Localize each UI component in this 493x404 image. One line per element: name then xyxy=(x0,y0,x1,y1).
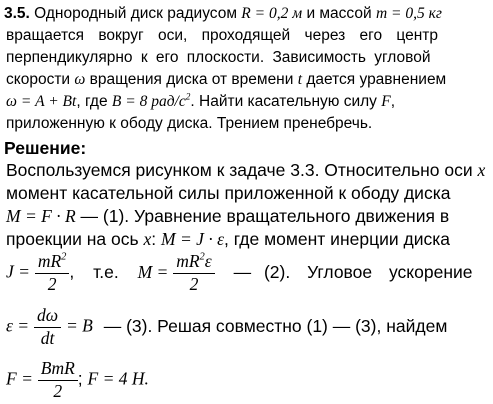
problem-text: дается уравнением xyxy=(306,71,447,88)
inertia-label: J = xyxy=(6,261,30,282)
solution-line-5 xyxy=(6,253,473,293)
problem-line-3 xyxy=(6,50,486,66)
radius-value: R = 0,2 м xyxy=(241,5,303,22)
solution-text: ускорение xyxy=(389,261,473,282)
omega-symbol: ω xyxy=(74,71,86,88)
solution-text: Угловое xyxy=(307,261,373,282)
torque-label: M = xyxy=(137,261,169,282)
solution-text: проекции на ось xyxy=(6,229,139,249)
x-axis-symbol: x xyxy=(143,229,152,249)
solution-line-6 xyxy=(6,307,447,347)
solution-text: — (3). Решая совместно (1) — (3), найдем xyxy=(103,315,448,336)
rotation-equation: M = J · ε xyxy=(161,229,224,249)
solution-text: — (1). Уравнение вращательного движения в xyxy=(80,206,450,226)
problem-line-6 xyxy=(6,116,372,132)
force-label: F = xyxy=(6,368,33,389)
angular-acceleration-fraction: $\frac{d\omega}{dt}$ xyxy=(34,307,61,347)
x-axis-symbol: x xyxy=(477,160,486,180)
comma: , xyxy=(69,261,75,282)
solution-line-3 xyxy=(6,208,449,226)
force-fraction: $\frac{\text{BmR}}{2}$ xyxy=(38,360,78,400)
omega-equation: ω = A + Bt xyxy=(6,93,77,110)
problem-text: вращения диска от времени xyxy=(89,71,294,88)
torque-formula: M = F · R xyxy=(6,206,76,226)
dash: — xyxy=(233,261,252,282)
equation-number: (2). xyxy=(263,261,291,282)
solution-text: , где момент инерции диска xyxy=(223,229,451,249)
problem-text: перпендикулярно к его плоскости. Зависимость угловой xyxy=(6,49,431,66)
semicolon: ; xyxy=(77,368,83,389)
problem-line-2 xyxy=(6,28,486,44)
b-value: B = 8 рад/$с^2$ xyxy=(111,92,191,110)
problem-text: , где xyxy=(76,93,108,110)
solution-line-1 xyxy=(6,162,485,180)
solution-line-2 xyxy=(6,185,450,203)
solution-text: Воспользуемся рисунком к задаче 3.3. Относительно оси xyxy=(6,160,473,180)
problem-text: и массой xyxy=(306,5,372,22)
problem-text: . Найти касательную силу xyxy=(190,93,377,110)
problem-text: вращается вокруг оси, проходящей через его центр xyxy=(6,27,438,44)
colon: : xyxy=(151,229,157,249)
solution-text: т.е. xyxy=(93,261,119,282)
problem-number: 3.5. xyxy=(4,5,30,22)
problem-text: приложенную к ободу диска. Трением пренебречь. xyxy=(6,115,373,132)
force-answer: F = 4 Н. xyxy=(87,368,149,389)
inertia-fraction: $\frac{mR^2}{2}$ xyxy=(35,253,70,293)
solution-line-4 xyxy=(6,231,450,249)
mass-value: m = 0,5 кг xyxy=(375,5,442,22)
torque-fraction: $\frac{mR^2\varepsilon}{2}$ xyxy=(173,253,214,293)
equals-b: = B xyxy=(65,315,93,336)
force-symbol: F xyxy=(381,93,391,110)
problem-text: скорости xyxy=(6,71,71,88)
problem-line-4 xyxy=(6,72,446,88)
solution-line-7 xyxy=(6,360,149,400)
time-symbol: t xyxy=(297,71,303,88)
solution-text: момент касательной силы приложенной к ободу диска xyxy=(6,183,451,203)
epsilon-label: ε = xyxy=(6,315,30,336)
problem-line-5 xyxy=(6,94,395,110)
solution-heading: Решение: xyxy=(4,138,87,158)
comma: , xyxy=(390,93,395,110)
problem-line-1 xyxy=(4,6,442,22)
problem-text: Однородный диск радиусом xyxy=(34,5,237,22)
